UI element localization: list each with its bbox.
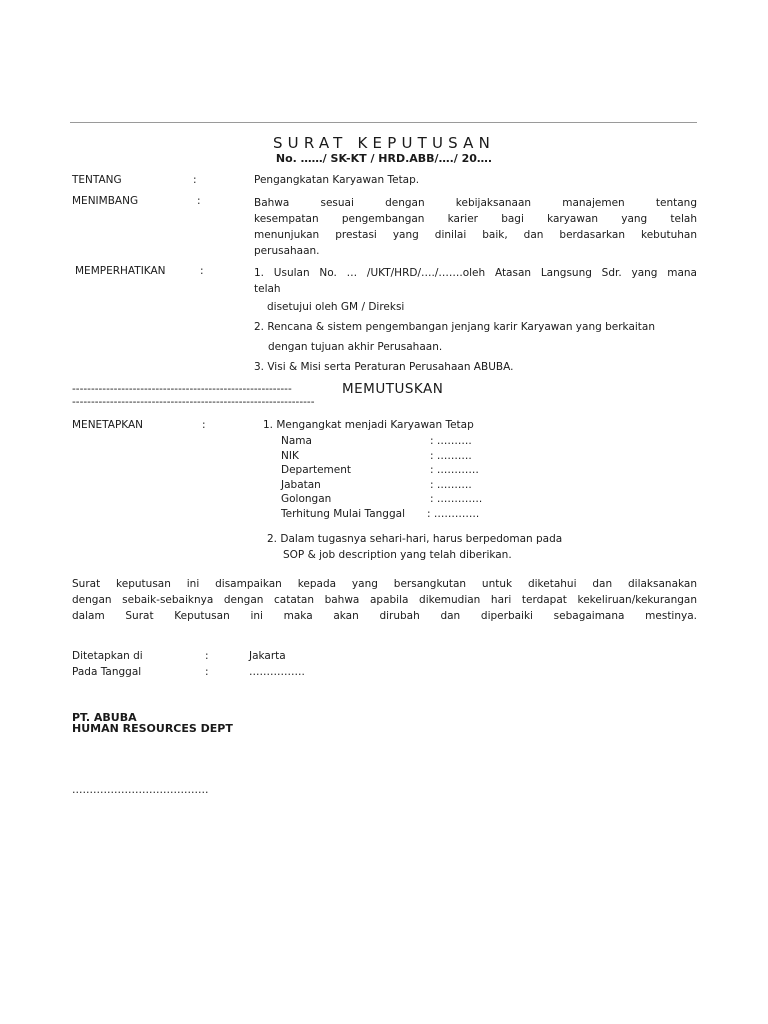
closing-line: Surat keputusan ini disampaikan kepada yang bersangkutan untuk diketahui dan dilaksanakan	[72, 578, 697, 590]
field-name: NIK	[281, 450, 299, 462]
memperhatikan-line: telah	[254, 283, 281, 295]
memperhatikan-item-3: 3. Visi & Misi serta Peraturan Perusahaan ABUBA.	[254, 361, 514, 373]
field-value: : ………….	[430, 493, 483, 505]
menimbang-colon: :	[197, 195, 201, 207]
closing-line: dengan sebaik-sebaiknya dengan catatan bahwa apabila dikemudian hari terdapat kekeliruan/kekurangan	[72, 594, 697, 606]
menimbang-text	[254, 195, 697, 259]
page-title: SURAT KEPUTUSAN	[272, 134, 496, 152]
decree-number: No. ……/ SK-KT / HRD.ABB/…./ 20….	[275, 152, 493, 165]
menetapkan-label: MENETAPKAN	[72, 419, 144, 431]
closing-paragraph	[72, 576, 697, 624]
menetapkan-colon: :	[202, 419, 206, 431]
top-rule	[70, 122, 697, 123]
department-name: HUMAN RESOURCES DEPT	[72, 722, 233, 735]
menimbang-line: menunjukan prestasi yang dinilai baik, dan berdasarkan kebutuhan	[254, 229, 697, 241]
tanggal-value: …………….	[249, 666, 305, 678]
field-value: : ……….	[430, 435, 472, 447]
memutuskan-heading: MEMUTUSKAN	[342, 381, 444, 397]
memperhatikan-line: disetujui oleh GM / Direksi	[267, 301, 405, 313]
field-name: Terhitung Mulai Tanggal	[281, 508, 405, 520]
field-value: : ……….	[430, 450, 472, 462]
menimbang-line: kesempatan pengembangan karier bagi karyawan yang telah	[254, 213, 697, 225]
field-value: : …………	[430, 464, 479, 476]
memperhatikan-line: 1. Usulan No. … /UKT/HRD/…./…….oleh Atasan Langsung Sdr. yang mana	[254, 267, 697, 279]
memperhatikan-item-2: 2. Rencana & sistem pengembangan jenjang karir Karyawan yang berkaitan	[254, 321, 656, 333]
field-name: Nama	[281, 435, 312, 447]
menetapkan-item-2: 2. Dalam tugasnya sehari-hari, harus berpedoman pada	[267, 533, 563, 545]
memperhatikan-label: MEMPERHATIKAN	[75, 265, 166, 277]
field-name: Golongan	[281, 493, 332, 505]
field-name: Departement	[281, 464, 351, 476]
tentang-label: TENTANG	[72, 174, 122, 186]
field-name: Jabatan	[281, 479, 321, 491]
memperhatikan-item-1	[254, 265, 697, 297]
closing-line: dalam Surat Keputusan ini maka akan dirubah dan diperbaiki sebagaimana mestinya.	[72, 610, 697, 622]
menimbang-line: Bahwa sesuai dengan kebijaksanaan manajemen tentang	[254, 197, 697, 209]
ditetapkan-label: Ditetapkan di	[72, 650, 143, 662]
menetapkan-item-1: 1. Mengangkat menjadi Karyawan Tetap	[263, 419, 474, 431]
tentang-value: Pengangkatan Karyawan Tetap.	[254, 174, 420, 186]
tentang-colon: :	[193, 174, 197, 186]
tanggal-label: Pada Tanggal	[72, 666, 142, 678]
memperhatikan-line: dengan tujuan akhir Perusahaan.	[268, 341, 443, 353]
divider-dashes: ----------------------------------------------------------------	[72, 396, 315, 408]
company-name: PT. ABUBA	[72, 711, 137, 724]
menetapkan-line: SOP & job description yang telah diberikan.	[283, 549, 512, 561]
tanggal-colon: :	[205, 666, 209, 678]
menimbang-label: MENIMBANG	[72, 195, 139, 207]
field-value: : ……….	[430, 479, 472, 491]
ditetapkan-value: Jakarta	[249, 650, 286, 662]
signature-line: …………………………………	[72, 784, 209, 796]
divider-dashes: ----------------------------------------------------------	[72, 383, 292, 395]
menimbang-line: perusahaan.	[254, 245, 320, 257]
memperhatikan-colon: :	[200, 265, 204, 277]
ditetapkan-colon: :	[205, 650, 209, 662]
field-value: : ………….	[427, 508, 480, 520]
